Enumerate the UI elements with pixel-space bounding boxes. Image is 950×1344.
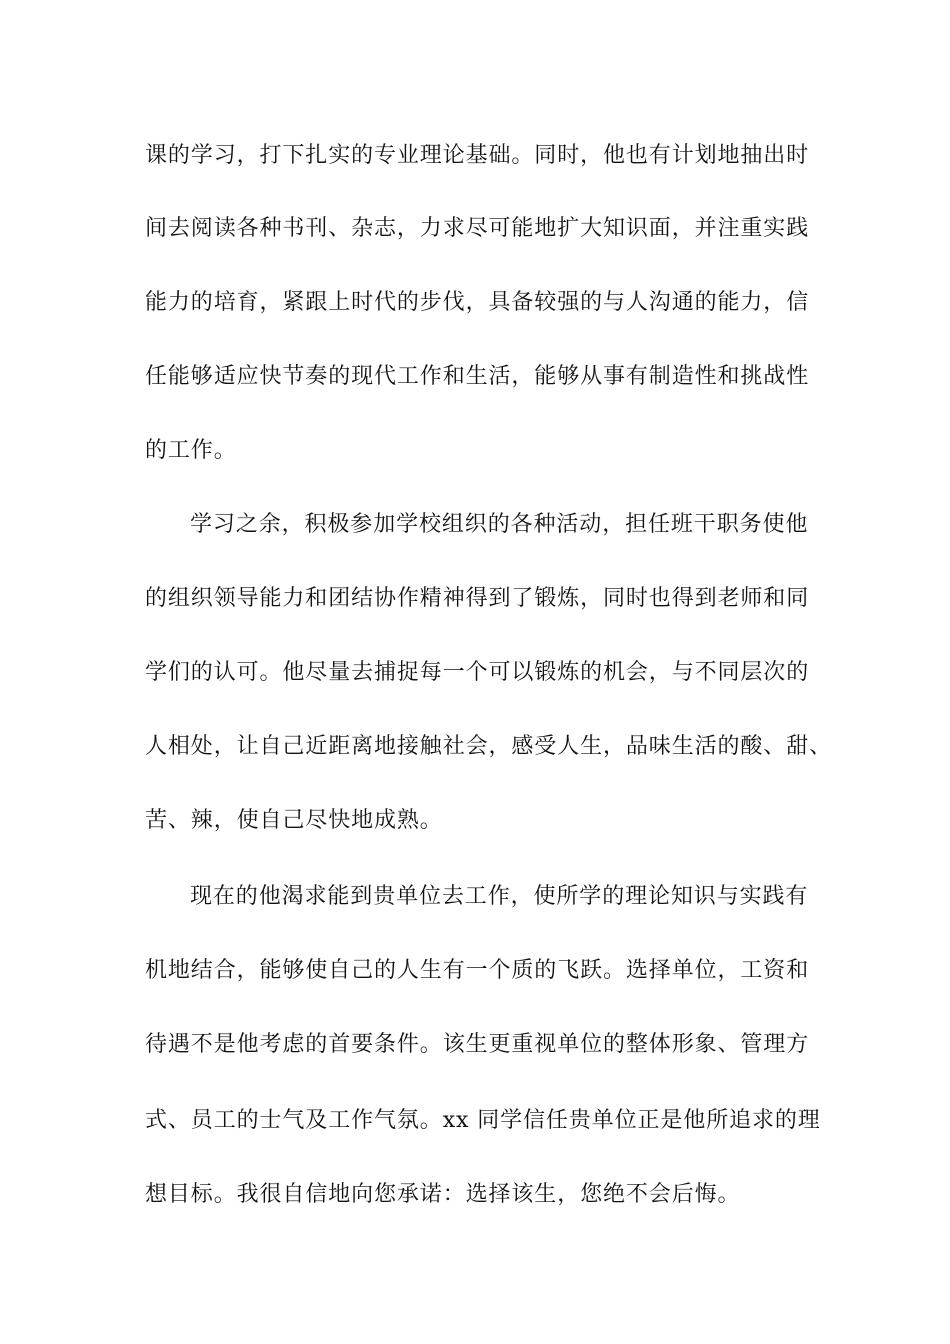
paragraph-first-line: 现在的他渴求能到贵单位去工作，使所学的理论知识与实践有 bbox=[190, 884, 809, 909]
text-line: 学们的认可。他尽量去捕捉每一个可以锻炼的机会，与不同层次的 bbox=[145, 660, 810, 685]
text-line: 间去阅读各种书刊、杂志，力求尽可能地扩大知识面，并注重实践 bbox=[145, 216, 810, 241]
text-line: 式、员工的士气及工作气氛。xx 同学信任贵单位正是他所追求的理 bbox=[145, 1108, 821, 1133]
text-line: 课的学习，打下扎实的专业理论基础。同时，他也有计划地抽出时 bbox=[145, 143, 810, 168]
text-line: 待遇不是他考虑的首要条件。该生更重视单位的整体形象、管理方 bbox=[145, 1032, 810, 1057]
text-line: 想目标。我很自信地向您承诺：选择该生，您绝不会后悔。 bbox=[145, 1182, 741, 1207]
text-line: 任能够适应快节奏的现代工作和生活，能够从事有制造性和挑战性 bbox=[145, 364, 810, 389]
text-line: 的组织领导能力和团结协作精神得到了锻炼，同时也得到老师和同 bbox=[145, 586, 810, 611]
text-line: 机地结合，能够使自己的人生有一个质的飞跃。选择单位，工资和 bbox=[145, 958, 810, 983]
text-line: 人相处，让自己近距离地接触社会，感受人生，品味生活的酸、甜、 bbox=[145, 734, 833, 759]
text-line: 苦、辣，使自己尽快地成熟。 bbox=[145, 808, 443, 833]
paragraph-first-line: 学习之余，积极参加学校组织的各种活动，担任班干职务使他 bbox=[190, 512, 809, 537]
text-line: 的工作。 bbox=[145, 438, 237, 463]
text-line: 能力的培育，紧跟上时代的步伐，具备较强的与人沟通的能力，信 bbox=[145, 290, 810, 315]
